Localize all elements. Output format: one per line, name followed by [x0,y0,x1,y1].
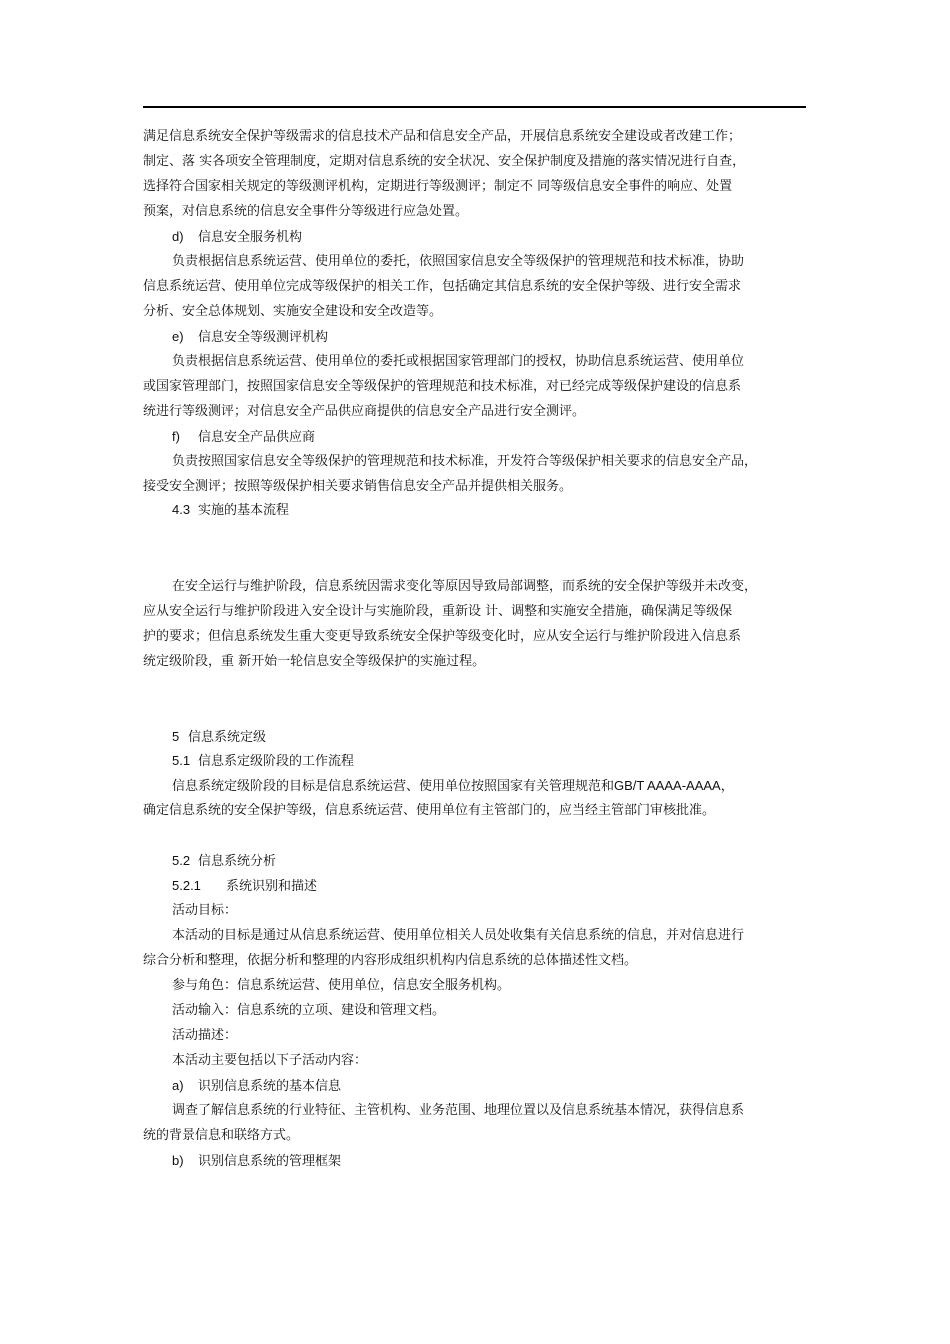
body-line: 负责根据信息系统运营、使用单位的委托或根据国家管理部门的授权，协助信息系统运营、使用单位 [172,354,745,369]
section-number: 5.2.1 [172,878,201,893]
section-number: 5.1 [172,753,191,768]
activity-input: 活动输入：信息系统的立项、建设和管理文档。 [172,1003,446,1018]
section-number: 5.2 [172,853,191,868]
section-heading-5-1 [172,752,354,770]
section-title: 实施的基本流程 [198,503,290,518]
body-line: 护的要求；但信息系统发生重大变更导致系统安全保护等级变化时，应从安全运行与维护阶段进入信息系 [143,629,742,644]
body-text: 信息系统定级阶段的目标是信息系统运营、使用单位按照国家有关管理规范和 [172,779,615,794]
list-label: a) [172,1078,184,1093]
section-number: 4.3 [172,502,191,517]
body-line: 综合分析和整理，依据分析和整理的内容形成组织机构内信息系统的总体描述性文档。 [143,953,638,968]
activity-desc-intro: 本活动主要包括以下子活动内容： [172,1053,368,1068]
body-line: 预案，对信息系统的信息安全事件分等级进行应急处置。 [143,204,469,219]
list-item-b [172,1152,341,1170]
list-label: e) [172,329,184,344]
body-text: ， [720,779,734,794]
list-item-d [172,228,302,246]
section-title: 信息系统定级 [188,730,267,745]
body-line: 负责根据信息系统运营、使用单位的委托，依照国家信息安全等级保护的管理规范和技术标准，协助 [172,254,745,269]
body-line: 信息系统运营、使用单位完成等级保护的相关工作，包括确定其信息系统的安全保护等级、进行安全需求 [143,279,742,294]
header-rule [143,106,806,108]
section-title: 信息系定级阶段的工作流程 [198,754,355,769]
list-title: 识别信息系统的基本信息 [198,1079,342,1094]
list-label: f) [172,429,180,444]
section-heading-5-2-1 [172,877,317,895]
body-line: 分析、安全总体规划、实施安全建设和安全改造等。 [143,304,443,319]
body-line: 满足信息系统安全保护等级需求的信息技术产品和信息安全产品，开展信息系统安全建设或者改建工作； [143,129,742,144]
body-line: 选择符合国家相关规定的等级测评机构，定期进行等级测评；制定不 同等级信息安全事件的响应、处置 [143,179,733,194]
activity-desc-label: 活动描述： [172,1028,238,1043]
list-title: 信息安全服务机构 [198,230,303,245]
body-line: 统定级阶段，重 新开始一轮信息安全等级保护的实施过程。 [143,654,486,669]
section-heading-4-3 [172,501,289,519]
list-title: 信息安全等级测评机构 [198,330,329,345]
list-item-f [172,428,315,446]
list-label: d) [172,229,184,244]
body-line: 调查了解信息系统的行业特征、主管机构、业务范围、地理位置以及信息系统基本情况，获得信息系 [172,1103,745,1118]
standard-code: GB/T AAAA-AAAA [614,778,721,793]
body-line [172,777,734,795]
section-heading-5 [172,728,266,746]
list-label: b) [172,1153,184,1168]
body-line: 接受安全测评；按照等级保护相关要求销售信息安全产品并提供相关服务。 [143,479,573,494]
list-title: 识别信息系统的管理框架 [198,1154,342,1169]
body-line: 或国家管理部门，按照国家信息安全等级保护的管理规范和技术标准，对已经完成等级保护建设的信息系 [143,379,742,394]
body-line: 在安全运行与维护阶段，信息系统因需求变化等原因导致局部调整，而系统的安全保护等级并未改变， [172,579,758,594]
body-line: 应从安全运行与维护阶段进入安全设计与实施阶段，重新设 计、调整和实施安全措施，确保满足等级保 [143,604,733,619]
activity-goal-label: 活动目标： [172,903,238,918]
list-item-a [172,1077,341,1095]
body-line: 本活动的目标是通过从信息系统运营、使用单位相关人员处收集有关信息系统的信息，并对信息进行 [172,928,745,943]
activity-roles: 参与角色：信息系统运营、使用单位，信息安全服务机构。 [172,978,511,993]
body-line: 负责按照国家信息安全等级保护的管理规范和技术标准，开发符合等级保护相关要求的信息安全产品， [172,454,758,469]
section-number: 5 [172,729,180,744]
body-line: 确定信息系统的安全保护等级，信息系统运营、使用单位有主管部门的，应当经主管部门审核批准。 [143,803,716,818]
section-title: 信息系统分析 [198,854,277,869]
body-line: 统进行等级测评；对信息安全产品供应商提供的信息安全产品进行安全测评。 [143,404,586,419]
list-title: 信息安全产品供应商 [198,430,316,445]
list-item-e [172,328,328,346]
body-line: 统的背景信息和联络方式。 [143,1128,300,1143]
section-heading-5-2 [172,852,276,870]
body-line: 制定、落 实各项安全管理制度，定期对信息系统的安全状况、安全保护制度及措施的落实情况进行自查， [143,154,746,169]
section-title: 系统识别和描述 [226,879,318,894]
